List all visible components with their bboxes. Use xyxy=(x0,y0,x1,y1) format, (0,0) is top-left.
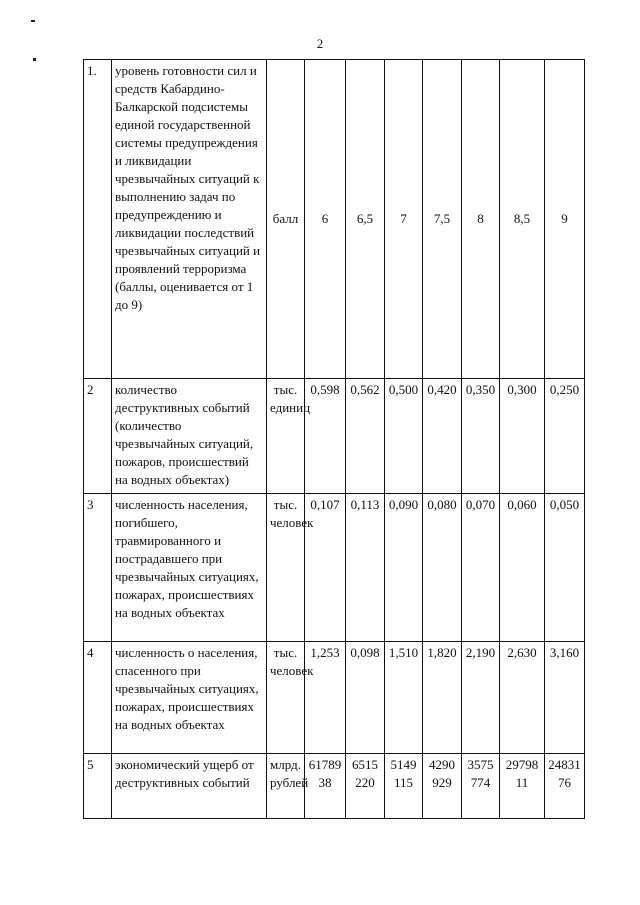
value-cell: 1,820 xyxy=(423,642,462,754)
row-number: 3 xyxy=(84,494,112,642)
table-row xyxy=(84,754,585,819)
value-cell: 8,5 xyxy=(500,60,545,379)
indicator-name: количество деструктивных событий (количество чрезвычайных ситуаций, пожаров, происшествий на водных объектах) xyxy=(112,379,267,494)
value-cell: 0,098 xyxy=(346,642,385,754)
value-cell: 2483176 xyxy=(545,754,585,819)
value-cell: 5149115 xyxy=(385,754,423,819)
value-cell: 4290929 xyxy=(423,754,462,819)
indicators-table xyxy=(83,59,585,819)
indicator-name: численность о населения, спасенного при чрезвычайных ситуациях, пожарах, происшествиях на водных объектах xyxy=(112,642,267,754)
value-cell: 0,420 xyxy=(423,379,462,494)
value-cell: 1,253 xyxy=(305,642,346,754)
indicator-name: уровень готовности сил и средств Кабардино-Балкарской подсистемы единой государственной системы предупреждения и ликвидации чрезвычайных ситуаций к выполнению задач по предупреждению и ликвидации последствий чрезвычайных ситуаций и проявлений терроризма (баллы, оценивается от 1 до 9) xyxy=(112,60,267,379)
value-cell: 3575774 xyxy=(462,754,500,819)
value-cell: 2979811 xyxy=(500,754,545,819)
value-cell: 0,060 xyxy=(500,494,545,642)
value-cell: 1,510 xyxy=(385,642,423,754)
table-row xyxy=(84,642,585,754)
value-cell: 0,598 xyxy=(305,379,346,494)
unit-cell: тыс. человек xyxy=(267,642,305,754)
row-number: 1. xyxy=(84,60,112,379)
value-cell: 6 xyxy=(305,60,346,379)
value-cell: 0,250 xyxy=(545,379,585,494)
value-cell: 0,562 xyxy=(346,379,385,494)
unit-cell: тыс. человек xyxy=(267,494,305,642)
value-cell: 6515220 xyxy=(346,754,385,819)
table-row xyxy=(84,60,585,379)
table-row xyxy=(84,379,585,494)
value-cell: 6,5 xyxy=(346,60,385,379)
indicator-name: численность населения, погибшего, травмированного и пострадавшего при чрезвычайных ситуациях, пожарах, происшествиях на водных объектах xyxy=(112,494,267,642)
row-number: 4 xyxy=(84,642,112,754)
unit-cell: тыс. единиц xyxy=(267,379,305,494)
indicator-name: экономический ущерб от деструктивных событий xyxy=(112,754,267,819)
unit-cell: млрд. рублей xyxy=(267,754,305,819)
value-cell: 7 xyxy=(385,60,423,379)
value-cell: 0,300 xyxy=(500,379,545,494)
value-cell: 9 xyxy=(545,60,585,379)
row-number: 5 xyxy=(84,754,112,819)
row-number: 2 xyxy=(84,379,112,494)
value-cell: 0,500 xyxy=(385,379,423,494)
value-cell: 0,070 xyxy=(462,494,500,642)
value-cell: 0,350 xyxy=(462,379,500,494)
value-cell: 0,090 xyxy=(385,494,423,642)
value-cell: 8 xyxy=(462,60,500,379)
page-number: 2 xyxy=(316,36,324,51)
unit-cell: балл xyxy=(267,60,305,379)
scan-mark xyxy=(31,20,35,22)
value-cell: 0,107 xyxy=(305,494,346,642)
value-cell: 2,630 xyxy=(500,642,545,754)
scan-mark xyxy=(33,58,36,61)
value-cell: 0,113 xyxy=(346,494,385,642)
value-cell: 0,080 xyxy=(423,494,462,642)
table-row xyxy=(84,494,585,642)
value-cell: 6178938 xyxy=(305,754,346,819)
value-cell: 3,160 xyxy=(545,642,585,754)
value-cell: 7,5 xyxy=(423,60,462,379)
value-cell: 2,190 xyxy=(462,642,500,754)
value-cell: 0,050 xyxy=(545,494,585,642)
